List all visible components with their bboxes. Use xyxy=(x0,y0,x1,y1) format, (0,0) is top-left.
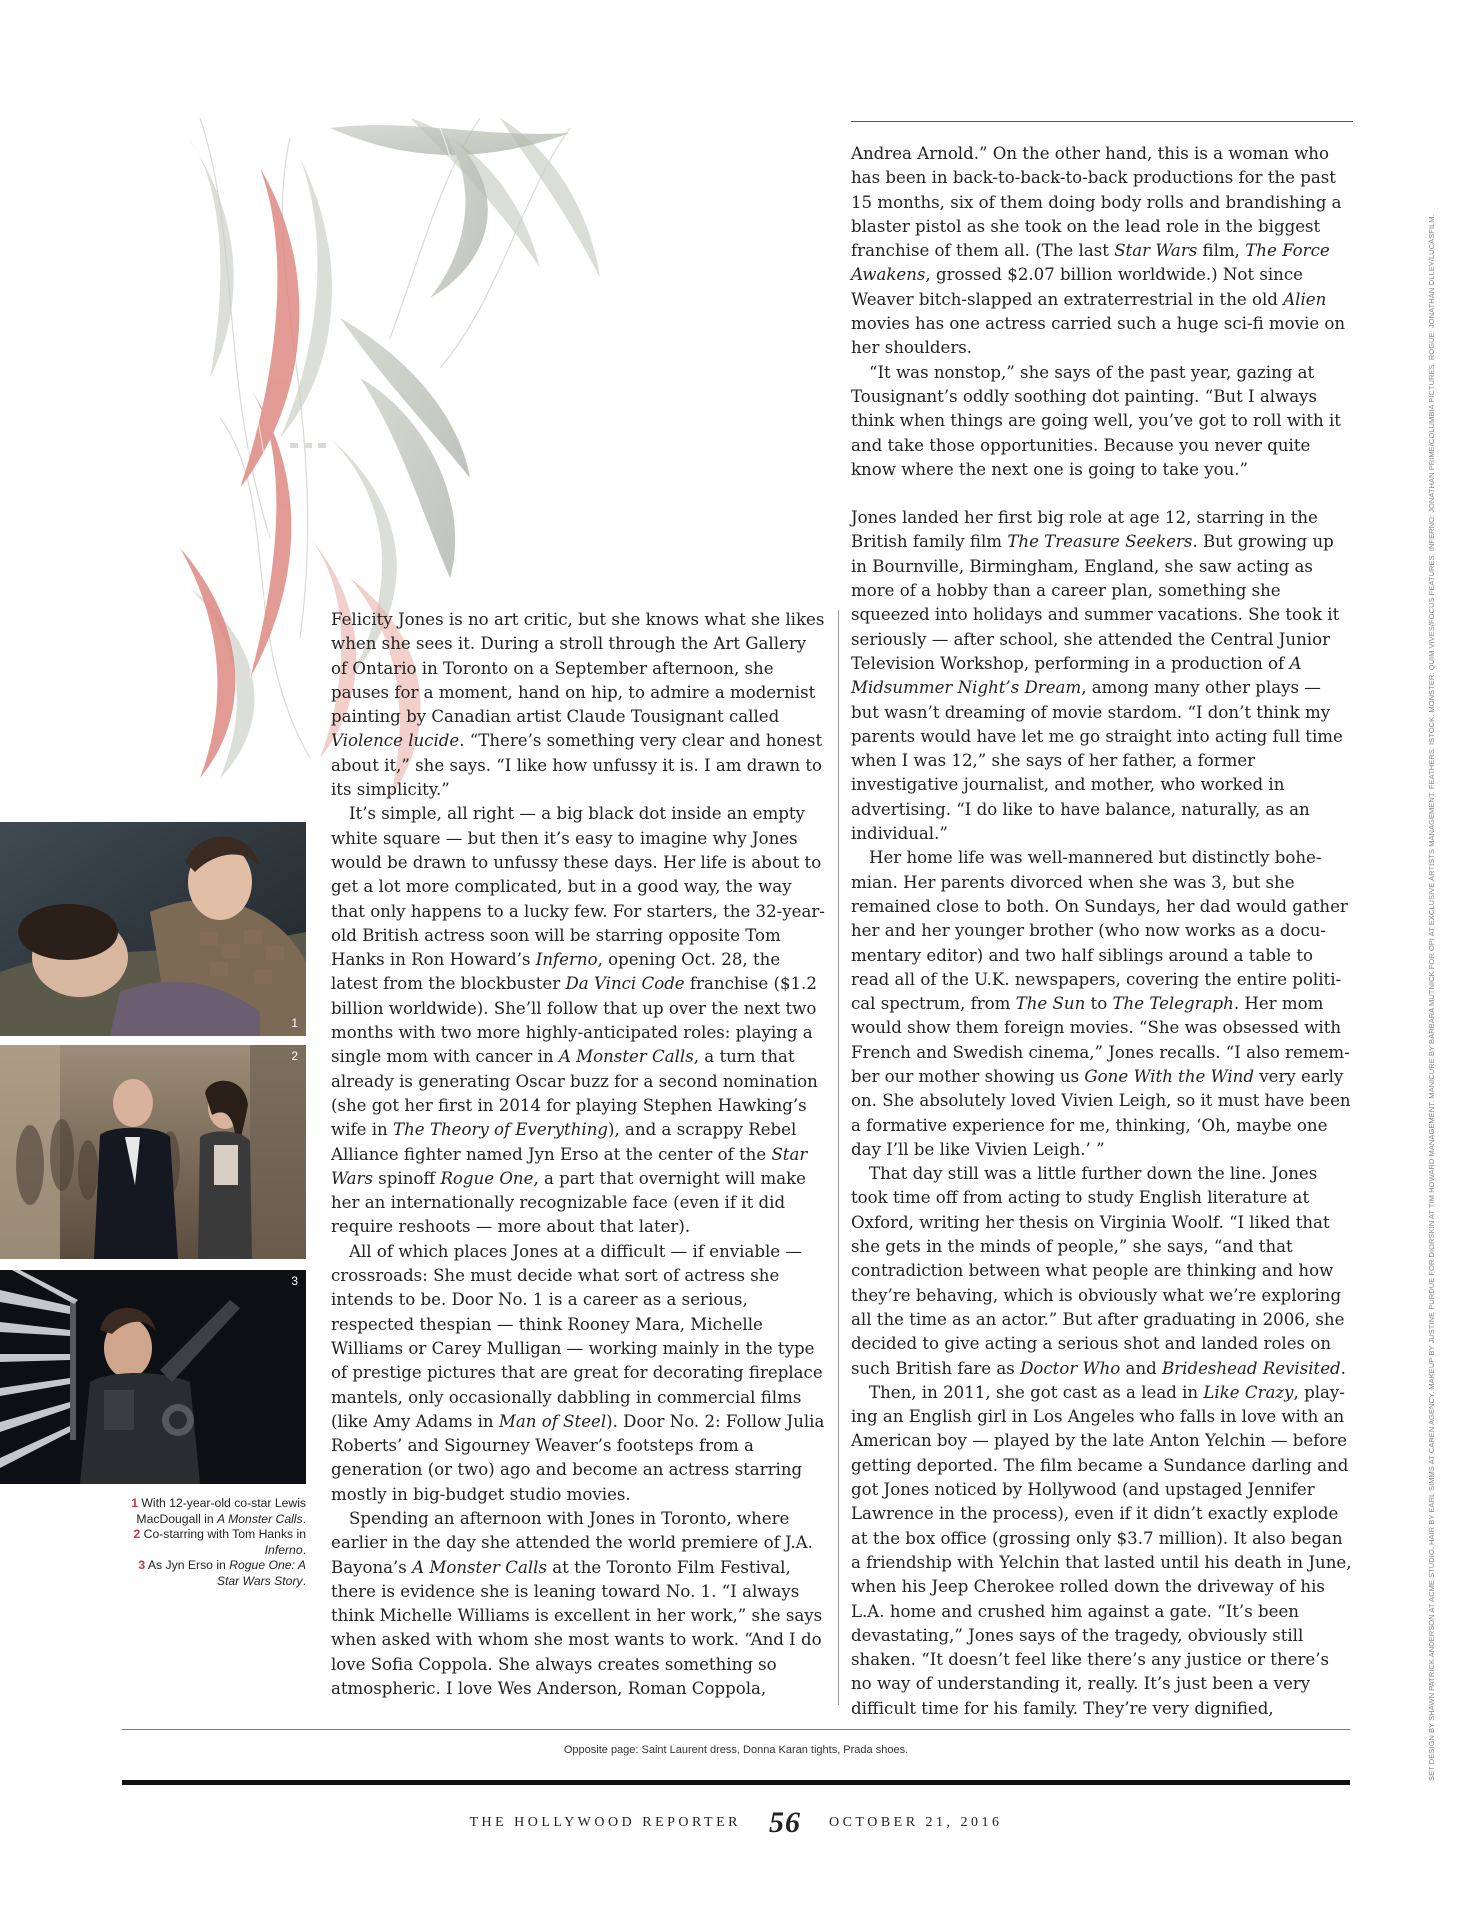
text-run: It’s simple, all right — a big black dot inside an empty white square — but then it’s easy to imagine why Jones would be drawn to unfussy these days. Her life is about to get a lot more complicated, but in a good way, the way that only happens to a lucky few. For starters, the 32-year-old British actress soon will be starring opposite Tom Hanks in Ron Howard’s xyxy=(331,804,825,970)
bottom-rule xyxy=(122,1729,1350,1730)
photo-inferno xyxy=(0,1045,306,1259)
italic-title: Star Wars xyxy=(1114,241,1198,261)
italic-title: Doctor Who xyxy=(1020,1358,1121,1378)
text-run: , a part that overnight will make her an internationally recognizable face (even if it did require reshoots — more about that later). xyxy=(331,1168,807,1237)
text-run: to xyxy=(1085,994,1113,1014)
italic-title: A Midsummer Night’s Dream xyxy=(851,653,1302,698)
text-run: All of which places Jones at a difficult — if enviable — crossroads: She must decide what sort of actress she intends to be. Door No. 1 is a career as a serious, respected thespian — think Rooney Mara, Michelle Williams or Carey Mulligan — working mainly in the type of prestige pictures that are great for decorating fireplace mantels, only occasionally dabbling in commercial films (like Amy Adams in xyxy=(331,1241,823,1431)
text-run: . But growing up in Bournville, Birmingham, England, she saw acting as more of a hobby than a career plan, something she squeezed into holidays and summer vacations. She took it seriously — after school, she attended the Central Junior Television Workshop, performing in a production of xyxy=(851,532,1340,673)
photo-number: 3 xyxy=(291,1274,298,1288)
text-run: Her home life was well-mannered but distinctly bohemian. Her parents divorced when she was 3, but she remained close to both. On Sundays, her dad would gather her and her younger brother (who now works as a documentary editor) and two half siblings around a table to read all of the U.K. newspapers, covering the entire political spectrum, from xyxy=(851,848,1348,1014)
text-run: With 12-year-old co-star Lewis MacDougall in xyxy=(136,1496,306,1526)
article-paragraph xyxy=(331,802,825,1239)
text-run: Felicity Jones is no art critic, but she knows what she likes when she sees it. During a stroll through the Art Gallery of Ontario in Toronto on a September afternoon, she pauses for a moment, hand on hip, to admire a modernist painting by Canadian artist Claude Tousignant called xyxy=(331,610,825,727)
photo-caption xyxy=(120,1527,306,1558)
article-paragraph xyxy=(851,506,1353,846)
text-run: ). Door No. 2: Follow Julia Roberts’ and Sigourney Weaver’s footsteps from a generation (or two) ago and become an actress starring mostly in big-budget studio movies. xyxy=(331,1411,825,1504)
text-run: film, xyxy=(1197,241,1246,261)
text-run: franchise ($1.2 billion worldwide). She’ll follow that up over the next two months with two more highly-anticipated roles: playing a single mom with cancer in xyxy=(331,974,817,1067)
text-run: As Jyn Erso in xyxy=(147,1558,230,1573)
article-column-left xyxy=(331,608,825,1701)
italic-title: The Theory of Everything xyxy=(393,1120,609,1140)
photo-credits-text: SET DESIGN BY SHAWN PATRICK ANDERSON AT ACME STUDIO. HAIR BY EARL SIMMS AT CAREN AGENCY. MAKEUP BY JUSTINE PURDUE FOR DIORSKIN AT TIM HOWARD MANAGEMENT. MANICURE BY BARBARA MUTNICK FOR OPI AT EXCLUSIVE ARTISTS MANAGEMENT. FEATHERS: ISTOCK. MONSTER: QUIM VIVES/FOCUS FEATURES. INFERNO: JONATHAN PRIME/COLUMBIA PICTURES. ROGUE: JONATHAN OLLEY/LUCASFILM. xyxy=(1427,214,1436,1781)
article-paragraph xyxy=(331,608,825,802)
italic-title: Rogue One xyxy=(440,1168,534,1188)
article-paragraph xyxy=(331,1507,825,1701)
italic-title: Inferno xyxy=(535,950,598,970)
article-paragraph xyxy=(851,1381,1353,1721)
text-run: That day still was a little further down the line. Jones took time off from acting to study English literature at Oxford, writing her thesis on Virginia Woolf. “I liked that she gets in the minds of people,” she says, “and that contradiction between what people are thinking and how they’re behaving, which is obviously what we’re exploring all the time as an actor.” But after graduating in 2006, she decided to give acting a serious shot and landed roles on such British fare as xyxy=(851,1164,1345,1378)
text-run: Co-starring with Tom Hanks in xyxy=(143,1527,306,1542)
photo-number: 2 xyxy=(291,1049,298,1063)
italic-title: Violence lucide xyxy=(331,731,460,751)
text-run: . xyxy=(302,1511,306,1526)
photo-caption xyxy=(120,1558,306,1589)
publication-name: THE HOLLYWOOD REPORTER xyxy=(469,1815,741,1830)
photo-rogue-one xyxy=(0,1270,306,1484)
issue-date: OCTOBER 21, 2016 xyxy=(828,1815,1003,1830)
text-run: , a turn that already is generating Oscar buzz for a second nomination (she got her first in 2014 for playing Stephen Hawking’s wife in xyxy=(331,1047,818,1140)
text-run: ), and a scrappy Rebel Alliance fighter named Jyn Erso at the center of the xyxy=(331,1120,797,1164)
top-rule xyxy=(851,121,1353,122)
italic-title: Inferno xyxy=(264,1542,303,1557)
text-run: “It was nonstop,” she says of the past year, gazing at Tousignant’s oddly soothing dot painting. “But I always think when things are going well, you’ve got to roll with it and take those opportunities. Because you never quite know where the next one is going to take you.” xyxy=(851,362,1341,479)
text-run: . xyxy=(302,1542,306,1557)
italic-title: A Monster Calls xyxy=(217,1511,303,1526)
text-run: , opening Oct. 28, the latest from the blockbuster xyxy=(331,950,781,994)
italic-title: The Force Awakens xyxy=(851,241,1330,285)
italic-title: The Telegraph xyxy=(1112,994,1234,1014)
column-divider xyxy=(838,610,839,1705)
article-paragraph xyxy=(851,846,1353,1162)
italic-title: A Monster Calls xyxy=(412,1557,547,1577)
text-run: , playing an English girl in Los Angeles who falls in love with an American boy — played by the late Anton Yelchin — before getting deported. The film became a Sundance darling and got Jones noticed by Hollywood (and upstaged Jennifer Lawrence in the process), even if it didn’t exactly explode at the box office (grossing only $3.7 million). It also began a friendship with Yelchin that lasted until his death in June, when his Jeep Cherokee rolled down the driveway of his L.A. home and crushed him against a gate. “It’s been devastating,” Jones says of the tragedy, obviously still shaken. “It doesn’t feel like there’s any justice or there’s no way of understanding it, really. It’s just been a very difficult time for his family. They’re very dignified, xyxy=(851,1382,1352,1718)
text-run: and xyxy=(1120,1358,1163,1378)
caption-number: 3 xyxy=(138,1558,146,1573)
text-run: . xyxy=(302,1573,306,1588)
text-run: at the Toronto Film Festival, there is evidence she is leaning toward No. 1. “I always think Michelle Williams is excellent in her work,” she says when asked with whom she most wants to work. “And I do love Sofia Coppola. She always creates something so atmospheric. I love Wes Anderson, Roman Coppola, xyxy=(331,1557,823,1699)
text-run: , among many other plays — but wasn’t dreaming of movie stardom. “I don’t think my parents would have let me go straight into acting full time when I was 12,” she says of her father, a former investigative journalist, and mother, who worked in advertising. “I do like to have balance, naturally, as an individual.” xyxy=(851,678,1343,844)
caption-number: 1 xyxy=(131,1496,139,1510)
text-run: . xyxy=(1340,1358,1346,1378)
italic-title: Alien xyxy=(1283,289,1327,309)
italic-title: The Sun xyxy=(1015,994,1086,1014)
photo-a-monster-calls xyxy=(0,822,306,1036)
article-paragraph xyxy=(851,142,1353,361)
photo-caption xyxy=(120,1496,306,1527)
text-run: Jones landed her first big role at age 12, starring in the British family film xyxy=(851,508,1318,552)
text-run: very early on. She absolutely loved Vivien Leigh, so it must have been a formative experience for me, thinking, ‘Oh, maybe one day I’ll be like Vivien Leigh.’ ” xyxy=(851,1066,1351,1159)
text-run: spinoff xyxy=(372,1168,441,1188)
article-paragraph xyxy=(851,361,1353,482)
text-run: . Her mom would show them foreign movies. “She was obsessed with French and Swedish cinema,” Jones recalls. “I also remember our mother showing us xyxy=(851,994,1350,1086)
wardrobe-footnote: Opposite page: Saint Laurent dress, Donna Karan tights, Prada shoes. xyxy=(563,1744,909,1756)
page-folio xyxy=(122,1806,1350,1840)
italic-title: Star Wars xyxy=(331,1144,808,1188)
text-run: Then, in 2011, she got cast as a lead in xyxy=(869,1382,1204,1402)
text-run: , grossed $2.07 billion worldwide.) Not since Weaver bitch-slapped an extraterrestrial in the old xyxy=(851,265,1303,309)
italic-title: Rogue One: A Star Wars Story xyxy=(216,1558,306,1588)
article-paragraph xyxy=(331,1240,825,1507)
italic-title: Like Crazy xyxy=(1203,1382,1294,1402)
photo-captions xyxy=(120,1496,306,1590)
footer-thick-rule xyxy=(122,1780,1350,1785)
italic-title: Gone With the Wind xyxy=(1084,1066,1254,1086)
text-run: . “There’s something very clear and honest about it,” she says. “I like how unfussy it is. I am drawn to its simplicity.” xyxy=(331,731,823,800)
italic-title: The Treasure Seekers xyxy=(1007,532,1193,552)
text-run: Spending an afternoon with Jones in Toronto, where earlier in the day she attended the world premiere of J.A. Bayona’s xyxy=(331,1508,813,1577)
article-column-right xyxy=(851,142,1353,1721)
italic-title: Brideshead Revisited xyxy=(1162,1358,1341,1378)
text-run: Andrea Arnold.” On the other hand, this is a woman who has been in back-to-back-to-back productions for the past 15 months, six of them doing body rolls and brandishing a blaster pistol as she took on the lead role in the biggest franchise of them all. (The last xyxy=(851,144,1342,261)
article-paragraph xyxy=(851,1162,1353,1381)
text-run: movies has one actress carried such a huge sci-fi movie on her shoulders. xyxy=(851,314,1346,358)
page-number: 56 xyxy=(768,1806,801,1839)
italic-title: Da Vinci Code xyxy=(565,974,685,994)
italic-title: Man of Steel xyxy=(498,1411,607,1431)
italic-title: A Monster Calls xyxy=(558,1047,694,1067)
photo-credits xyxy=(1427,214,1443,1790)
caption-number: 2 xyxy=(133,1527,141,1542)
photo-number: 1 xyxy=(291,1016,298,1030)
